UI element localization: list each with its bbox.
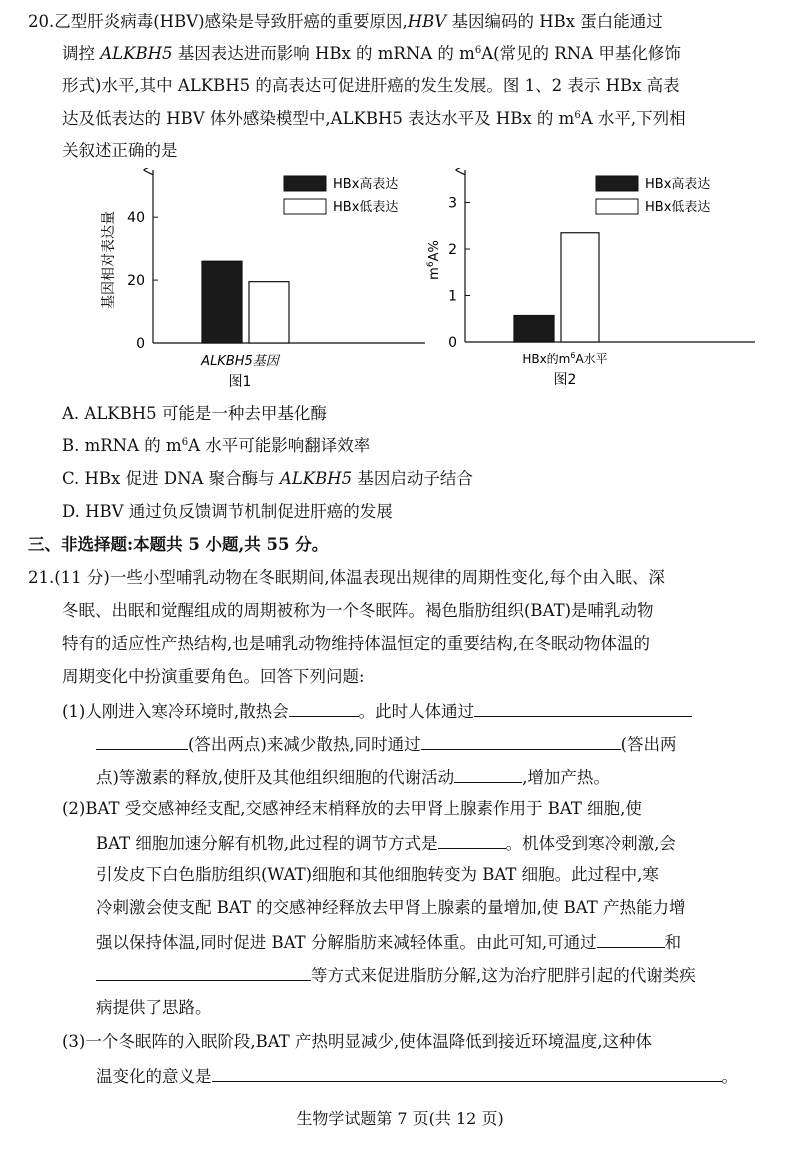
q21-text: 特有的适应性产热结构,也是哺乳动物维持体温恒定的重要结构,在冬眠动物体温的 xyxy=(62,634,650,653)
q21-line-1 xyxy=(28,566,665,590)
fig2-ytick-label: 1 xyxy=(448,288,457,305)
q20-line-2 xyxy=(62,42,681,66)
q21-part1-line-2 xyxy=(96,731,677,757)
option-text: A. ALKBH5 可能是一种去甲基化酶 xyxy=(62,404,327,423)
fig2-ytick-label: 3 xyxy=(448,195,457,212)
figure-1-chart xyxy=(95,168,430,393)
page-footer xyxy=(0,1106,800,1129)
q21-line-2 xyxy=(62,599,654,623)
fig1-bar-high xyxy=(202,261,242,343)
q21-text: 引发皮下白色脂肪组织(WAT)细胞和其他细胞转变为 BAT 细胞。此过程中,寒 xyxy=(96,865,659,884)
q21-line-3 xyxy=(62,632,650,656)
fig2-legend-label-low: HBx低表达 xyxy=(645,200,711,215)
q21-part2-line-2 xyxy=(96,830,676,856)
q21-part2-line-1 xyxy=(62,797,642,821)
fig1-caption: 图1 xyxy=(228,374,252,390)
q21-part2-line-3 xyxy=(96,863,659,887)
q20-option-d xyxy=(62,500,393,524)
q20-text: 基因编码的 HBx 蛋白能通过 xyxy=(446,12,663,31)
q21-part3-line-1 xyxy=(62,1030,652,1054)
q21-part2-line-6 xyxy=(96,962,696,988)
q21-text: 冷刺激会使支配 BAT 的交感神经释放去甲肾上腺素的量增加,使 BAT 产热能力增 xyxy=(96,898,686,917)
q21-text: 21.(11 分)一些小型哺乳动物在冬眠期间,体温表现出规律的周期性变化,每个由入眠、深 xyxy=(28,568,665,587)
answer-blank[interactable] xyxy=(454,764,522,783)
q21-text: 强以保持体温,同时促进 BAT 分解脂肪来减轻体重。由此可知,可通过 xyxy=(96,933,597,952)
fig1-legend-label-low: HBx低表达 xyxy=(333,200,399,215)
q21-part2-line-5 xyxy=(96,929,681,955)
q21-text: (1)人刚进入寒冷环境时,散热会 xyxy=(62,702,289,721)
q21-text: (答出两点)来减少散热,同时通过 xyxy=(188,735,421,754)
fig2-bar-low xyxy=(561,233,599,342)
q20-line-1 xyxy=(28,10,663,34)
fig2-legend-swatch-high xyxy=(596,176,638,191)
q21-text: ,增加产热。 xyxy=(522,768,610,787)
option-text: 基因启动子结合 xyxy=(352,469,473,488)
q21-text: 。 xyxy=(721,1067,738,1086)
fig1-ytick-label: 0 xyxy=(136,336,145,352)
section-3-heading xyxy=(28,533,328,557)
q20-text: 调控 xyxy=(62,44,101,63)
q21-text: 温变化的意义是 xyxy=(96,1067,212,1086)
q20-line-4 xyxy=(62,107,686,131)
option-text: B. mRNA 的 m xyxy=(62,436,182,455)
q20-text: 基因表达进而影响 HBx 的 mRNA 的 m xyxy=(172,44,475,63)
answer-blank[interactable] xyxy=(289,698,359,717)
q21-line-4 xyxy=(62,665,365,689)
q20-gene-italic: ALKBH5 xyxy=(100,44,173,63)
q21-text: 。机体受到寒冷刺激,会 xyxy=(505,834,676,853)
q21-text: 等方式来促进脂肪分解,这为治疗肥胖引起的代谢类疾 xyxy=(311,966,696,985)
q20-line-3 xyxy=(62,74,680,98)
answer-blank[interactable] xyxy=(438,830,506,849)
fig2-legend-swatch-low xyxy=(596,199,638,214)
q20-option-c xyxy=(62,467,473,491)
footer-text: 生物学试题第 7 页(共 12 页) xyxy=(296,1109,504,1128)
fig2-ytick-label: 2 xyxy=(448,242,457,259)
q21-part2-line-4 xyxy=(96,896,686,920)
superscript: 6 xyxy=(474,45,482,56)
fig1-legend-swatch-low xyxy=(284,199,326,214)
option-text: C. HBx 促进 DNA 聚合酶与 xyxy=(62,469,280,488)
q21-text: 周期变化中扮演重要角色。回答下列问题: xyxy=(62,667,365,686)
superscript: 6 xyxy=(181,437,189,448)
q21-text: 冬眠、出眠和觉醒组成的周期被称为一个冬眠阵。褐色脂肪组织(BAT)是哺乳动物 xyxy=(62,601,654,620)
q21-text: (3)一个冬眠阵的入眠阶段,BAT 产热明显减少,使体温降低到接近环境温度,这种体 xyxy=(62,1032,652,1051)
answer-blank[interactable] xyxy=(96,962,311,981)
fig2-caption: 图2 xyxy=(553,372,577,388)
fig1-xlabel: ALKBH5基因 xyxy=(201,354,279,369)
answer-blank[interactable] xyxy=(597,929,665,948)
q20-line-5 xyxy=(62,139,178,163)
answer-blank[interactable] xyxy=(474,698,692,717)
q20-text: A(常见的 RNA 甲基化修饰 xyxy=(481,44,681,63)
fig1-legend-swatch-high xyxy=(284,176,326,191)
fig1-ytick-label: 40 xyxy=(127,210,145,227)
section-heading-text: 三、非选择题:本题共 5 小题,共 55 分。 xyxy=(28,535,329,554)
fig1-ytick-label: 20 xyxy=(127,273,145,290)
fig2-bar-high xyxy=(514,316,554,342)
q20-text: 关叙述正确的是 xyxy=(62,141,178,160)
q21-part1-line-3 xyxy=(96,764,610,790)
q21-part1-line-1 xyxy=(62,698,692,724)
q21-part2-line-7 xyxy=(96,996,212,1020)
q20-option-b xyxy=(62,434,370,458)
q20-text: A 水平,下列相 xyxy=(580,109,686,128)
q21-text: (答出两 xyxy=(620,735,677,754)
option-gene-italic: ALKBH5 xyxy=(279,469,353,488)
q21-part3-line-2 xyxy=(96,1063,738,1089)
fig2-legend-label-high: HBx高表达 xyxy=(645,177,711,192)
q21-text: (2)BAT 受交感神经支配,交感神经末梢释放的去甲肾上腺素作用于 BAT 细胞,使 xyxy=(62,799,642,818)
option-text: D. HBV 通过负反馈调节机制促进肝癌的发展 xyxy=(62,502,393,521)
option-text: A 水平可能影响翻译效率 xyxy=(188,436,371,455)
q20-gene-italic: HBV xyxy=(407,12,447,31)
answer-blank[interactable] xyxy=(212,1063,722,1082)
q21-text: 点)等激素的释放,使肝及其他组织细胞的代谢活动 xyxy=(96,768,455,787)
q20-option-a xyxy=(62,402,327,426)
answer-blank[interactable] xyxy=(421,731,621,750)
fig2-ylabel: $m^6A\%$ xyxy=(426,240,442,280)
superscript: 6 xyxy=(574,110,581,121)
q20-text: 20.乙型肝炎病毒(HBV)感染是导致肝癌的重要原因, xyxy=(28,12,408,31)
figure-2-chart xyxy=(420,168,760,393)
q21-text: BAT 细胞加速分解有机物,此过程的调节方式是 xyxy=(96,834,438,853)
fig1-ylabel: 基因相对表达量 xyxy=(101,211,117,309)
fig1-bar-low xyxy=(249,282,289,343)
q21-text: 病提供了思路。 xyxy=(96,998,212,1017)
q20-text: 达及低表达的 HBV 体外感染模型中,ALKBH5 表达水平及 HBx 的 m xyxy=(62,109,575,128)
answer-blank[interactable] xyxy=(96,731,188,750)
q21-text: 和 xyxy=(664,933,682,952)
fig1-legend-label-high: HBx高表达 xyxy=(333,177,399,192)
q20-text: 形式)水平,其中 ALKBH5 的高表达可促进肝癌的发生发展。图 1、2 表示 HBx 高表 xyxy=(62,76,680,95)
q21-text: 。此时人体通过 xyxy=(358,702,475,721)
fig2-xlabel: HBx的$m^6A$水平 xyxy=(522,351,608,366)
fig2-ytick-label: 0 xyxy=(448,335,457,351)
